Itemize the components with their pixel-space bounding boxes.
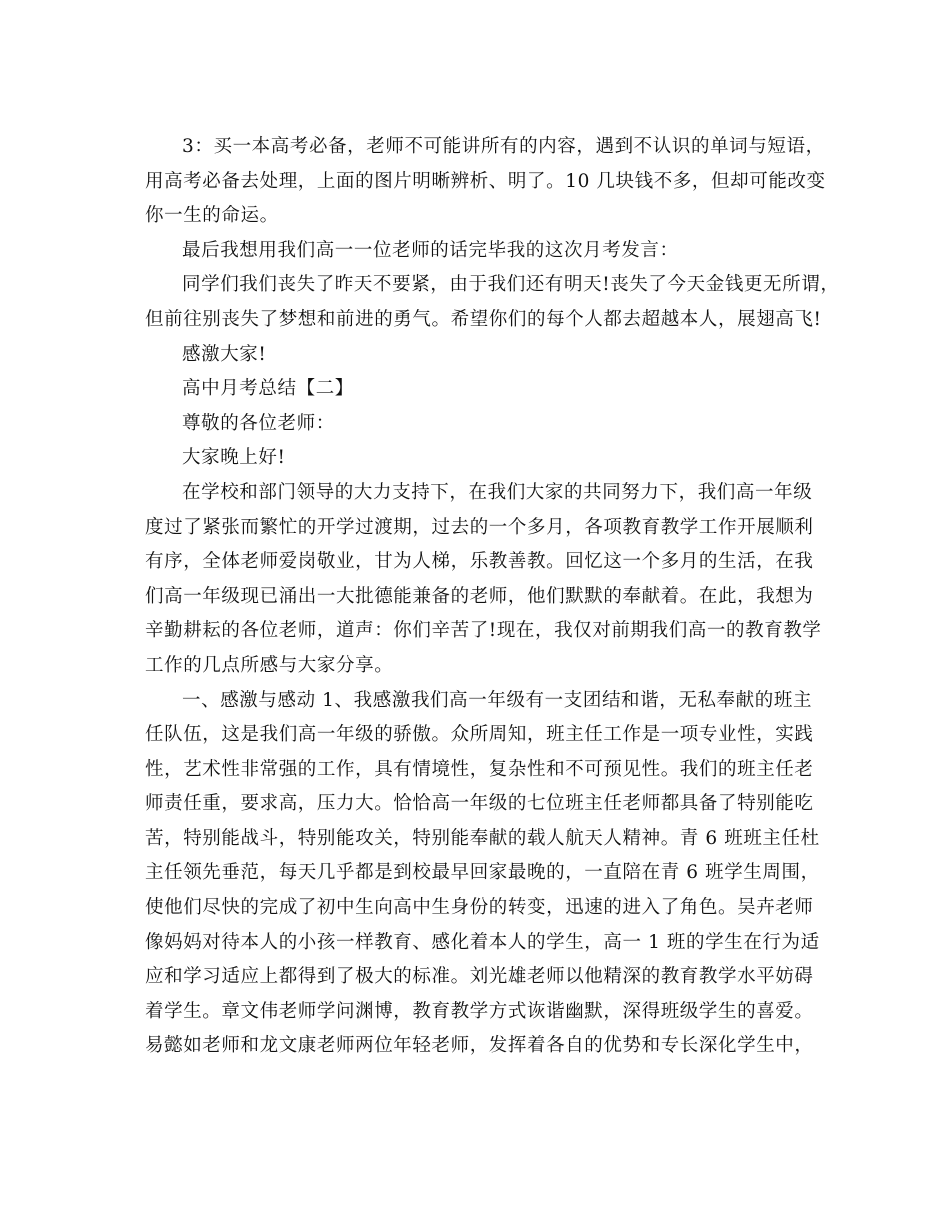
text-line: 用高考必备去处理，上面的图片明晰辨析、明了。10 几块钱不多，但却可能改变: [145, 170, 826, 192]
text-line: 感激大家!: [182, 343, 267, 365]
text-line: 苦，特别能战斗，特别能攻关，特别能奉献的载人航天人精神。青 6 班班主任杜: [145, 827, 820, 849]
text-line: 主任领先垂范，每天几乎都是到校最早回家最晚的，一直陪在青 6 班学生周围，: [145, 862, 820, 884]
text-line: 使他们尽快的完成了初中生向高中生身份的转变，迅速的进入了角色。吴卉老师: [145, 897, 814, 919]
text-line: 度过了紧张而繁忙的开学过渡期，过去的一个多月，各项教育教学工作开展顺利: [145, 516, 814, 538]
text-line: 们高一年级现已涌出一大批德能兼备的老师，他们默默的奉献着。在此，我想为: [145, 585, 814, 607]
text-line: 在学校和部门领导的大力支持下，在我们大家的共同努力下，我们高一年级: [182, 481, 813, 503]
text-line: 辛勤耕耘的各位老师，道声：你们辛苦了!现在，我仅对前期我们高一的教育教学: [145, 620, 822, 642]
text-line: 3：买一本高考必备，老师不可能讲所有的内容，遇到不认识的单词与短语，: [182, 136, 825, 157]
text-line: 任队伍，这是我们高一年级的骄傲。众所周知，班主任工作是一项专业性，实践: [145, 724, 814, 746]
salutation: 尊敬的各位老师：: [182, 412, 335, 434]
text-line: 应和学习适应上都得到了极大的标准。刘光雄老师以他精深的教育教学水平妨碍: [145, 966, 814, 988]
text-line: 像妈妈对待本人的小孩一样教育、感化着本人的学生，高一 1 班的学生在行为适: [145, 931, 820, 953]
text-line: 有序，全体老师爱岗敬业，甘为人梯，乐教善教。回忆这一个多月的生活，在我: [145, 551, 814, 573]
text-line: 但前往别丧失了梦想和前进的勇气。希望你们的每个人都去超越本人，展翅高飞!: [145, 308, 822, 330]
text-line: 最后我想用我们高一一位老师的话完毕我的这次月考发言：: [182, 239, 679, 261]
text-line: 一、感激与感动 1、我感激我们高一年级有一支团结和谐，无私奉献的班主: [182, 689, 813, 711]
document-body: [145, 130, 840, 1064]
text-line: 着学生。章文伟老师学问渊博，教育教学方式诙谐幽默，深得班级学生的喜爱。: [145, 1000, 814, 1022]
text-line: 易懿如老师和龙文康老师两位年轻老师，发挥着各自的优势和专长深化学生中，: [145, 1035, 814, 1057]
text-line: 师责任重，要求高，压力大。恰恰高一年级的七位班主任老师都具备了特别能吃: [145, 793, 814, 815]
text-line: 你一生的命运。: [145, 205, 279, 227]
text-line: 同学们我们丧失了昨天不要紧，由于我们还有明天!丧失了今天金钱更无所谓，: [182, 274, 840, 296]
text-line: 性，艺术性非常强的工作，具有情境性，复杂性和不可预见性。我们的班主任老: [145, 758, 814, 780]
greeting: 大家晚上好!: [182, 447, 286, 469]
text-line: 工作的几点所感与大家分享。: [145, 654, 394, 676]
section-heading: 高中月考总结【二】: [182, 378, 354, 400]
